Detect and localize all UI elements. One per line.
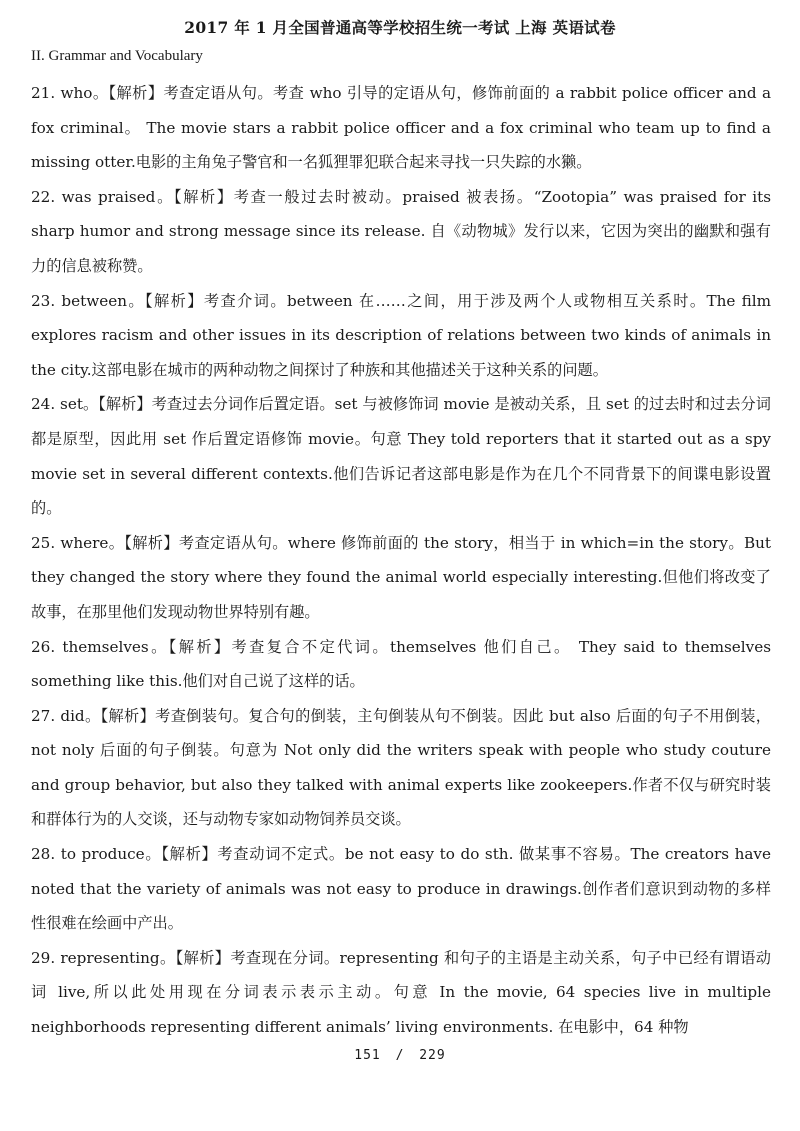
answer-item-24: 24. set。【解析】考查过去分词作后置定语。set 与被修饰词 movie 是被动关系，且 set 的过去时和过去分词都是原型，因此用 set 作后置定语修饰 movie。句意 They told reporters that it started out as a spy movie set in several different contexts.他们告诉记者这部电影是作为在几个不同背景下的间谍电影设置的。 [31, 395, 771, 518]
answer-item-26: 26. themselves。【解析】考查复合不定代词。themselves 他们自己。 They said to themselves something like this.他们对自己说了这样的话。 [31, 637, 771, 691]
page-number: 151 / 229 [354, 1048, 446, 1063]
answer-item-21: 21. who。【解析】考查定语从句。考查 who 引导的定语从句，修饰前面的 a rabbit police officer and a fox criminal。 The movie stars a rabbit police officer and a fox criminal who team up to find a missing otter.电影的主角兔子警官和一名狐狸罪犯联合起来寻找一只失踪的水獭。 [31, 84, 771, 172]
section-heading: II. Grammar and Vocabulary [31, 48, 203, 64]
document-title: 2017 年 1 月全国普通高等学校招生统一考试 上海 英语试卷 [184, 18, 616, 37]
answer-item-23: 23. between。【解析】考查介词。between 在……之间，用于涉及两个人或物相互关系时。The film explores racism and other issues in its description of relations between two kinds of animals in the city.这部电影在城市的两种动物之间探讨了种族和其他描述关于这种关系的问题。 [31, 291, 771, 379]
answer-explanations [31, 76, 771, 1045]
answer-item-28: 28. to produce。【解析】考查动词不定式。be not easy to do sth. 做某事不容易。The creators have noted that the variety of animals was not easy to produce in drawings.创作者们意识到动物的多样性很难在绘画中产出。 [31, 845, 771, 933]
answer-item-22: 22. was praised。【解析】考查一般过去时被动。praised 被表扬。“Zootopia” was praised for its sharp humor and strong message since its release. 自《动物城》发行以来，它因为突出的幽默和强有力的信息被称赞。 [31, 187, 771, 275]
answer-item-29: 29. representing。【解析】考查现在分词。representing 和句子的主语是主动关系，句子中已经有谓语动词 live,所以此处用现在分词表示表示主动。句意 In the movie, 64 species live in multiple neighborhoods representing different animals’ living environments. 在电影中，64 种物 [31, 948, 771, 1037]
answer-item-27: 27. did。【解析】考查倒装句。复合句的倒装，主句倒装从句不倒装。因此 but also 后面的句子不用倒装，not noly 后面的句子倒装。句意为 Not only did the writers speak with people who study couture and group behavior, but also they talked with animal experts like zookeepers.作者不仅与研究时装和群体行为的人交谈，还与动物专家如动物饲养员交谈。 [31, 706, 771, 829]
answer-item-25: 25. where。【解析】考查定语从句。where 修饰前面的 the story，相当于 in which=in the story。But they changed the story where they found the animal world especially interesting.但他们将改变了故事，在那里他们发现动物世界特别有趣。 [31, 533, 771, 621]
